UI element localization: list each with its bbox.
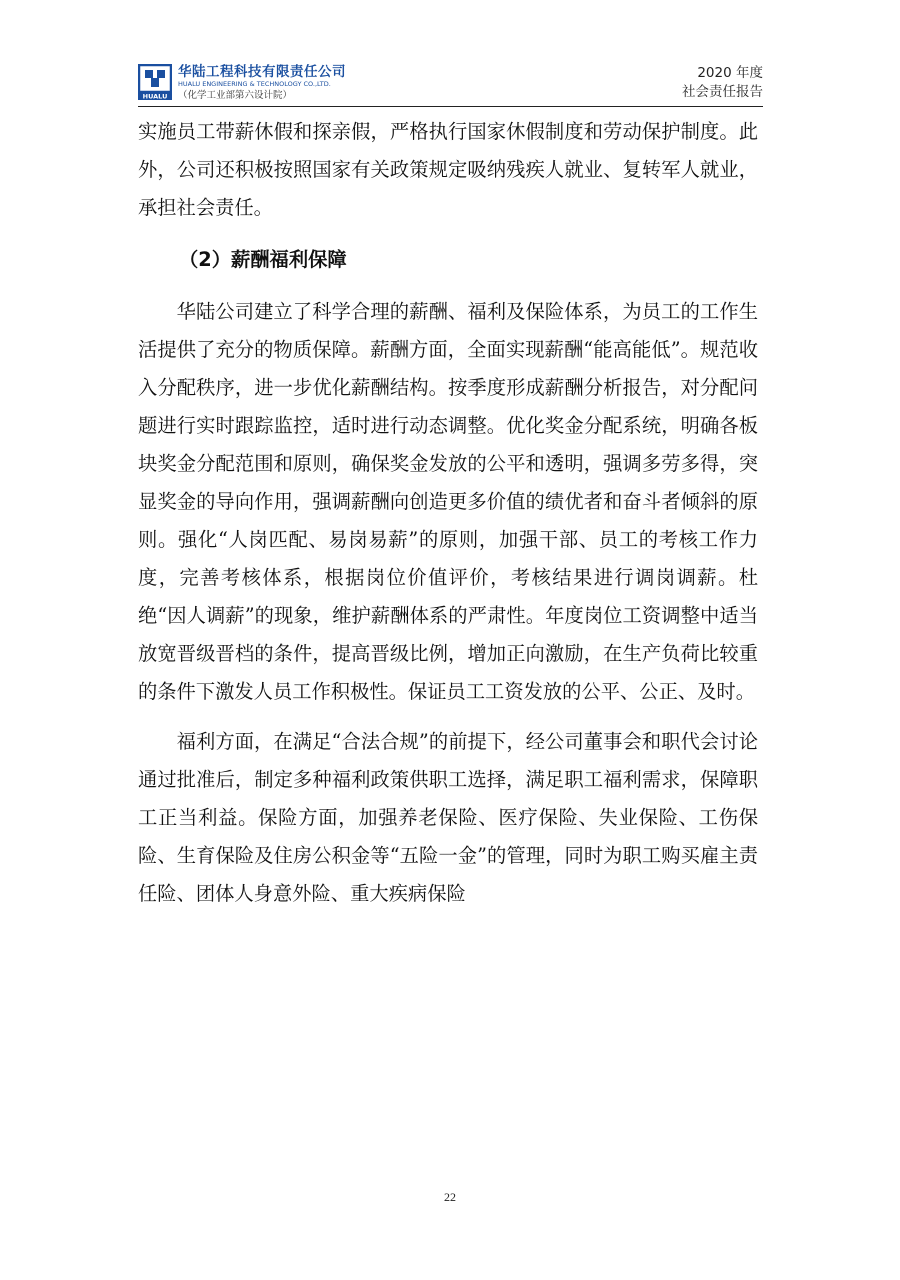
company-name-en: HUALU ENGINEERING & TECHNOLOGY CO.,LTD. bbox=[178, 80, 331, 88]
continued-paragraph: 实施员工带薪休假和探亲假，严格执行国家休假制度和劳动保护制度。此外，公司还积极按照国家有关政策规定吸纳残疾人就业、复转军人就业，承担社会责任。 bbox=[138, 120, 758, 219]
logo-text: HUALU bbox=[142, 92, 168, 100]
header-divider bbox=[138, 106, 763, 107]
company-name-block bbox=[178, 64, 346, 102]
welfare-paragraph: 福利方面，在满足“合法合规”的前提下，经公司董事会和职代会讨论通过批准后，制定多种福利政策供职工选择，满足职工福利需求，保障职工正当利益。保险方面，加强养老保险、医疗保险、失业保险、工伤保险、生育保险及住房公积金等“五险一金”的管理，同时为职工购买雇主责任险、团体人身意外险、重大疾病保险 bbox=[138, 730, 758, 905]
section-heading: （2）薪酬福利保障 bbox=[179, 248, 347, 271]
hualu-logo-icon bbox=[138, 64, 172, 100]
company-subtitle: （化学工业部第六设计院） bbox=[178, 90, 293, 101]
page-number: 22 bbox=[444, 1190, 456, 1204]
page-body bbox=[138, 113, 758, 913]
report-year: 2020 年度 bbox=[697, 65, 763, 81]
salary-paragraph: 华陆公司建立了科学合理的薪酬、福利及保险体系，为员工的工作生活提供了充分的物质保障。薪酬方面，全面实现薪酬“能高能低”。规范收入分配秩序，进一步优化薪酬结构。按季度形成薪酬分析报告，对分配问题进行实时跟踪监控，适时进行动态调整。优化奖金分配系统，明确各板块奖金分配范围和原则，确保奖金发放的公平和透明，强调多劳多得，突显奖金的导向作用，强调薪酬向创造更多价值的绩优者和奋斗者倾斜的原则。强化“人岗匹配、易岗易薪”的原则，加强干部、员工的考核工作力度，完善考核体系，根据岗位价值评价，考核结果进行调岗调薪。杜绝“因人调薪”的现象，维护薪酬体系的严肃性。年度岗位工资调整中适当放宽晋级晋档的条件，提高晋级比例，增加正向激励，在生产负荷比较重的条件下激发人员工作积极性。保证员工工资发放的公平、公正、及时。 bbox=[138, 300, 758, 703]
report-title: 社会责任报告 bbox=[682, 84, 763, 100]
report-title-block bbox=[682, 64, 763, 102]
company-name-cn: 华陆工程科技有限责任公司 bbox=[178, 64, 346, 80]
page-header bbox=[138, 58, 763, 106]
